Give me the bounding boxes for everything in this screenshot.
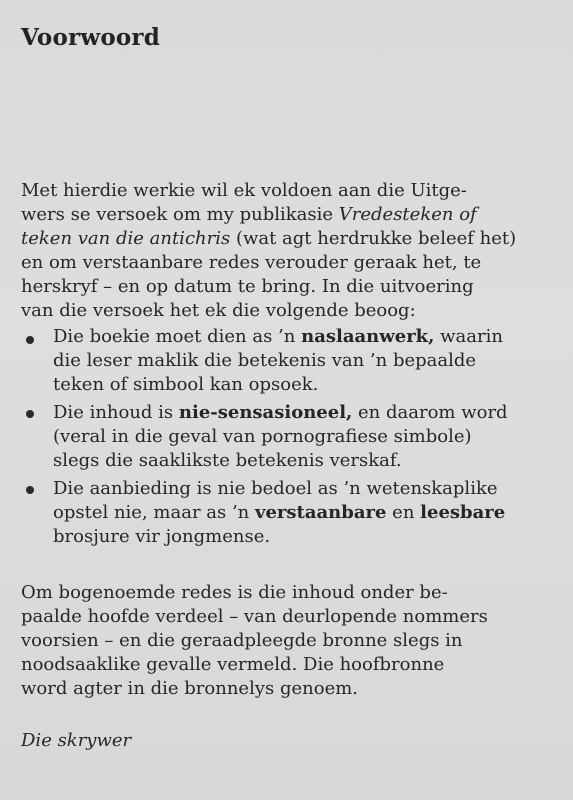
bullet-line [53,426,472,448]
bullet-line [53,374,318,396]
text-span: teken of simbool kan opsoek. [53,374,319,395]
paragraph-line [21,606,488,628]
paragraph-line [21,678,358,700]
bullet-line [53,502,505,524]
bold-term: verstaanbare [255,502,387,523]
text-span: voorsien – en die geraadpleegde bronne slegs in [21,630,463,651]
book-title-italic: teken van die antichris [21,228,231,249]
bullet-icon [26,336,34,344]
text-span: wers se versoek om my publikasie [21,204,339,225]
author-signature: Die skrywer [21,730,132,751]
text-span: (wat agt herdrukke beleef het) [230,228,517,249]
bullet-icon [26,486,34,494]
text-span: noodsaaklike gevalle vermeld. Die hoofbronne [21,654,445,675]
text-span: van die versoek het ek die volgende beoog: [21,300,416,321]
paragraph-line [21,180,467,202]
text-span: (veral in die geval van pornografiese simbole) [53,426,472,447]
paragraph-line [21,630,463,652]
text-span: Die inhoud is [53,402,179,423]
text-span: die leser maklik die betekenis van ’n bepaalde [53,350,477,371]
text-span: paalde hoofde verdeel – van deurlopende nommers [21,606,488,627]
bold-term: nie-sensasioneel, [178,402,353,423]
paragraph-line [21,300,416,322]
paragraph-line [21,204,477,226]
bold-term: leesbare [420,502,506,523]
bullet-line [53,326,503,348]
bullet-line [53,478,498,500]
bullet-line [53,526,270,548]
text-span: en daarom word [352,402,508,423]
bullet-line [53,350,476,372]
bullet-line [53,402,508,424]
text-span: Die aanbieding is nie bedoel as ’n wetenskaplike [53,478,498,499]
book-title-italic: Vredesteken of [338,204,477,225]
text-span: herskryf – en op datum te bring. In die uitvoering [21,276,474,297]
paragraph-line [21,228,516,250]
text-span: en om verstaanbare redes verouder geraak het, te [21,252,482,273]
text-span: Die boekie moet dien as ’n [53,326,302,347]
text-span: Met hierdie werkie wil ek voldoen aan die Uitge- [21,180,467,201]
paragraph-line [21,582,448,604]
text-span: word agter in die bronnelys genoem. [21,678,359,699]
text-span: opstel nie, maar as ’n [53,502,255,523]
bullet-line [53,450,402,472]
paragraph-line [21,654,444,676]
text-span: waarin [434,326,503,347]
bullet-icon [26,410,34,418]
page-title: Voorwoord [21,24,161,51]
bold-term: naslaanwerk, [301,326,435,347]
text-span: Om bogenoemde redes is die inhoud onder be- [21,582,448,603]
paragraph-line [21,276,474,298]
text-span: brosjure vir jongmense. [53,526,271,547]
text-span: slegs die saaklikste betekenis verskaf. [53,450,402,471]
paragraph-line [21,252,481,274]
text-span: en [386,502,421,523]
